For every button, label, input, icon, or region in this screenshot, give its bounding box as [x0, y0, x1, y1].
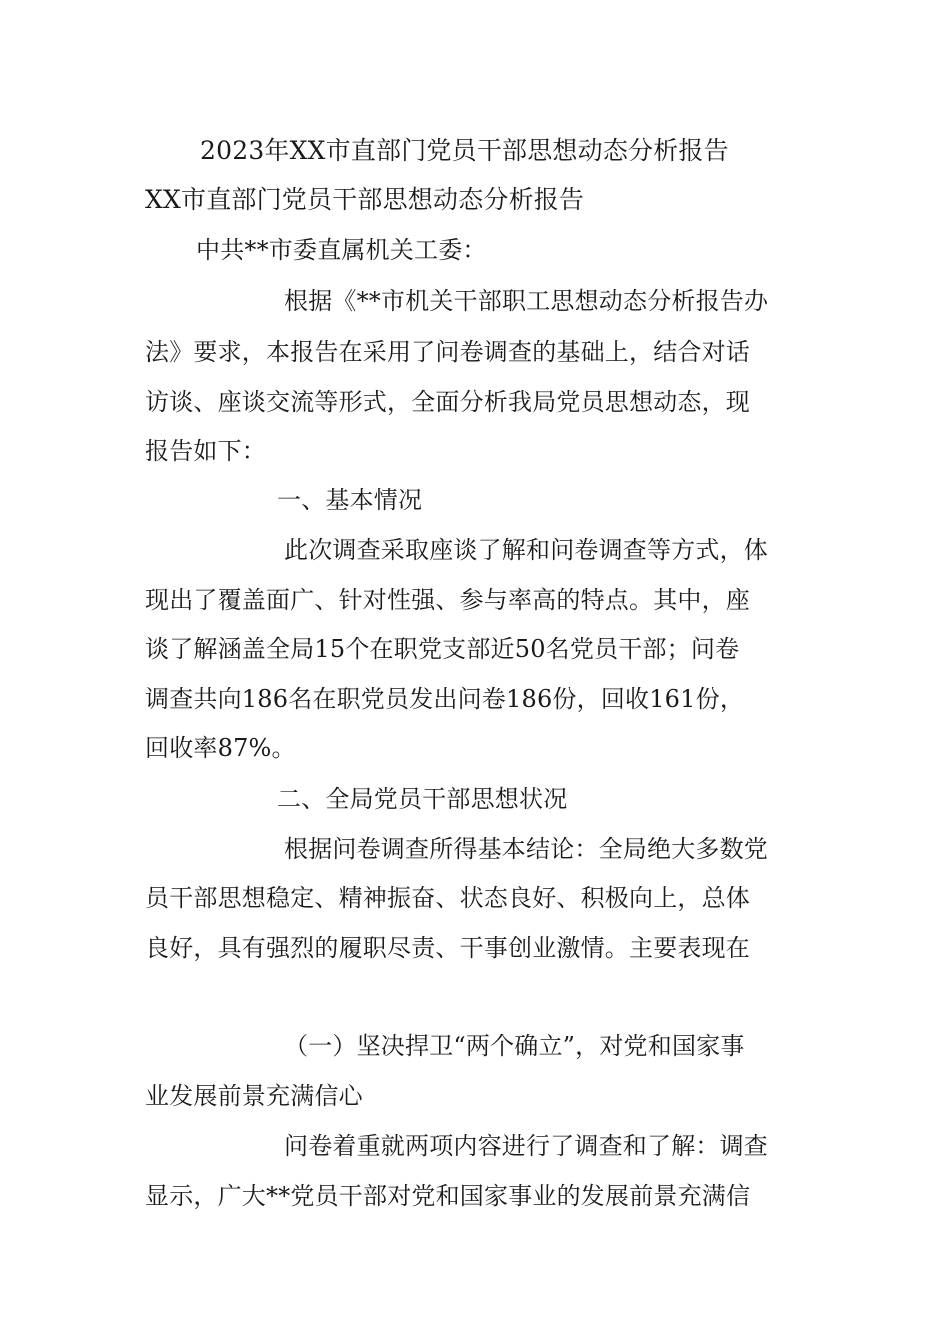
section1-line: 此次调查采取座谈了解和问卷调查等方式，体 [284, 536, 768, 564]
section-heading-status: 二、全局党员干部思想状况 [277, 785, 568, 813]
subsection-heading: 业发展前景充满信心 [145, 1082, 363, 1110]
subsection-line: 显示，广大**党员干部对党和国家事业的发展前景充满信 [145, 1182, 751, 1210]
intro-line: 法》要求，本报告在采用了问卷调查的基础上，结合对话 [145, 338, 750, 366]
intro-line: 根据《**市机关干部职工思想动态分析报告办 [284, 287, 769, 315]
subsection-heading: （一）坚决捍卫“两个确立”，对党和国家事 [284, 1032, 745, 1060]
intro-line: 报告如下： [145, 437, 266, 465]
document-title: 2023年XX市直部门党员干部思想动态分析报告 [200, 136, 729, 165]
section1-line: 调查共向186名在职党员发出问卷186份，回收161份， [145, 685, 745, 713]
document-subtitle: XX市直部门党员干部思想动态分析报告 [145, 185, 585, 214]
section2-line: 良好，具有强烈的履职尽责、干事创业激情。主要表现在 [145, 934, 750, 962]
section2-line: 根据问卷调查所得基本结论：全局绝大多数党 [284, 835, 768, 863]
section1-line: 现出了覆盖面广、针对性强、参与率高的特点。其中，座 [145, 586, 750, 614]
section1-line: 回收率87%。 [145, 734, 296, 762]
salutation: 中共**市委直属机关工委： [196, 236, 487, 264]
section-heading-basic: 一、基本情况 [277, 486, 423, 514]
subsection-line: 问卷着重就两项内容进行了调查和了解：调查 [284, 1132, 768, 1160]
section2-line: 员干部思想稳定、精神振奋、状态良好、积极向上，总体 [145, 884, 750, 912]
section1-line: 谈了解涵盖全局15个在职党支部近50名党员干部；问卷 [145, 635, 740, 663]
intro-line: 访谈、座谈交流等形式，全面分析我局党员思想动态，现 [145, 388, 750, 416]
